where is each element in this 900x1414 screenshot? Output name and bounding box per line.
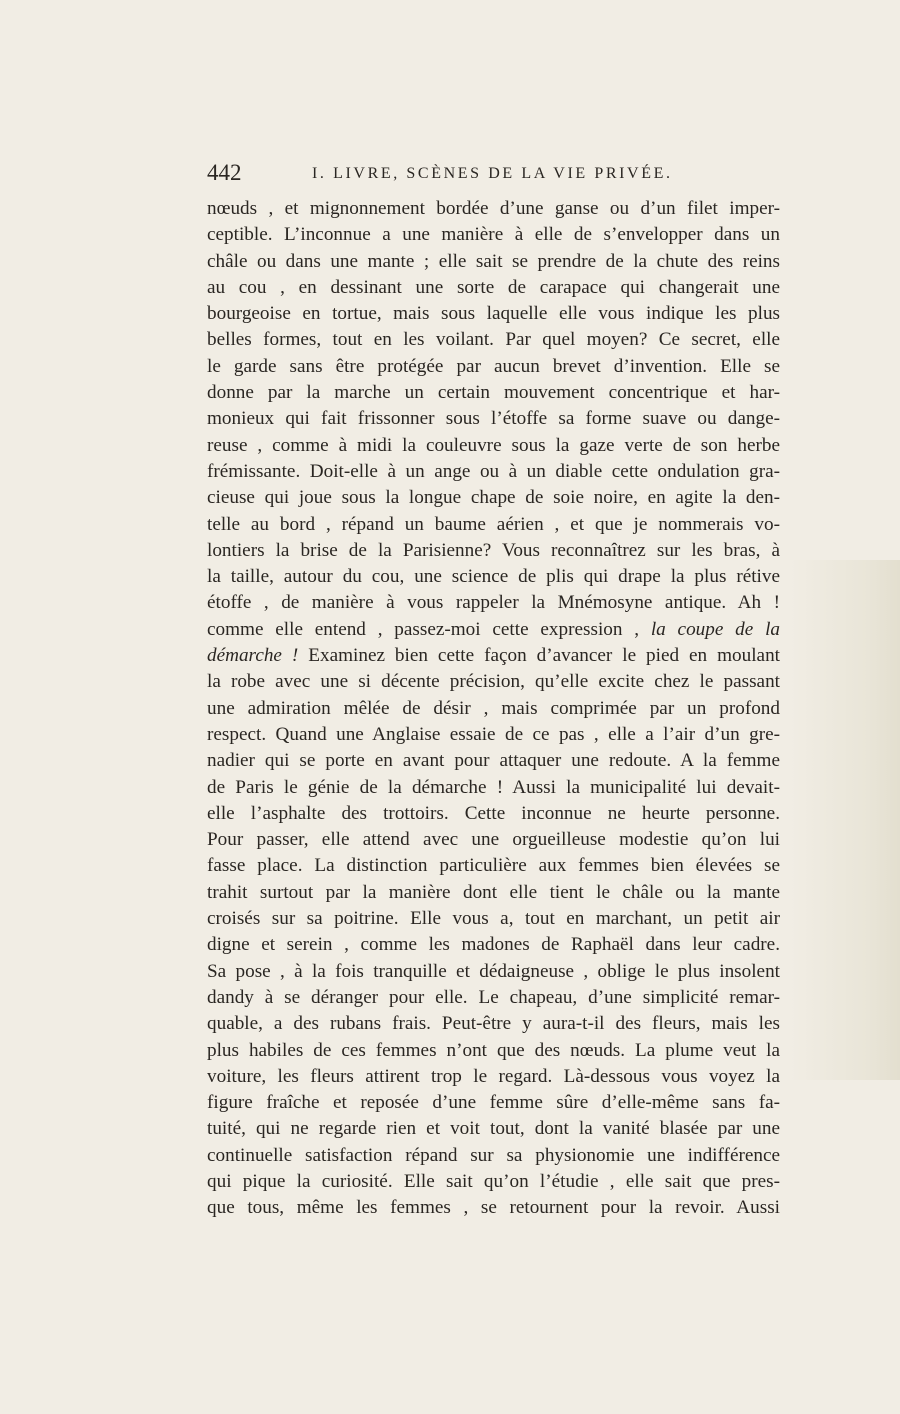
text-line: continuelle satisfaction répand sur sa physionomie une indifférence	[207, 1144, 780, 1166]
text-line: trahit surtout par la manière dont elle tient le châle ou la mante	[207, 881, 780, 903]
text-line: une admiration mêlée de désir , mais comprimée par un profond	[207, 697, 780, 719]
text-line: ceptible. L’inconnue a une manière à elle de s’envelopper dans un	[207, 224, 780, 246]
text-line: tuité, qui ne regarde rien et voit tout, dont la vanité blasée par une	[207, 1118, 780, 1140]
text-line: frémissante. Doit-elle à un ange ou à un diable cette ondulation gra-	[207, 460, 780, 482]
text-line: que tous, même les femmes , se retournent pour la revoir. Aussi	[207, 1197, 780, 1219]
show-through-shading	[790, 560, 900, 1080]
text-line: belles formes, tout en les voilant. Par quel moyen? Ce secret, elle	[207, 329, 780, 351]
page-header	[207, 158, 780, 190]
text-line: de Paris le génie de la démarche ! Aussi la municipalité lui devait-	[207, 776, 780, 798]
text-line: la taille, autour du cou, une science de plis qui drape la plus rétive	[207, 566, 780, 588]
text-line: quable, a des rubans frais. Peut-être y aura-t-il des fleurs, mais les	[207, 1013, 780, 1035]
text-line: monieux qui fait frissonner sous l’étoffe sa forme suave ou dange-	[207, 408, 780, 430]
text-line-with-italic	[207, 643, 780, 669]
text-line: fasse place. La distinction particulière aux femmes bien élevées se	[207, 855, 780, 877]
text-line: croisés sur sa poitrine. Elle vous a, tout en marchant, un petit air	[207, 908, 780, 930]
text-line: la robe avec une si décente précision, qu’elle excite chez le passant	[207, 671, 780, 693]
text-line: elle l’asphalte des trottoirs. Cette inconnue ne heurte personne.	[207, 802, 780, 824]
text-line: dandy à se déranger pour elle. Le chapeau, d’une simplicité remar-	[207, 986, 780, 1008]
text-line: digne et serein , comme les madones de Raphaël dans leur cadre.	[207, 934, 780, 956]
text-line: nadier qui se porte en avant pour attaquer une redoute. A la femme	[207, 750, 780, 772]
text-line: donne par la marche un certain mouvement concentrique et har-	[207, 382, 780, 404]
text-line: reuse , comme à midi la couleuvre sous la gaze verte de son herbe	[207, 434, 780, 456]
text-line: telle au bord , répand un baume aérien , et que je nommerais vo-	[207, 513, 780, 535]
text-line-with-italic	[207, 617, 780, 643]
body-text	[207, 196, 780, 1222]
text-line: voiture, les fleurs attirent trop le regard. Là-dessous vous voyez la	[207, 1065, 780, 1087]
text-line: au cou , en dessinant une sorte de carapace qui changerait une	[207, 276, 780, 298]
text-line: châle ou dans une mante ; elle sait se prendre de la chute des reins	[207, 250, 780, 272]
text-line: cieuse qui joue sous la longue chape de soie noire, en agite la den-	[207, 487, 780, 509]
italic-phrase: démarche !	[207, 645, 299, 667]
text-line: qui pique la curiosité. Elle sait qu’on l’étudie , elle sait que pres-	[207, 1170, 780, 1192]
text-line: figure fraîche et reposée d’une femme sûre d’elle-même sans fa-	[207, 1092, 780, 1114]
running-head: I. LIVRE, SCÈNES DE LA VIE PRIVÉE.	[312, 165, 673, 182]
text-line: lontiers la brise de la Parisienne? Vous reconnaîtrez sur les bras, à	[207, 539, 780, 561]
text-line: Sa pose , à la fois tranquille et dédaigneuse , oblige le plus insolent	[207, 960, 780, 982]
text-line: respect. Quand une Anglaise essaie de ce pas , elle a l’air d’un gre-	[207, 723, 780, 745]
text-line: nœuds , et mignonnement bordée d’une ganse ou d’un filet imper-	[207, 198, 780, 219]
text-line: Pour passer, elle attend avec une orgueilleuse modestie qu’on lui	[207, 829, 780, 851]
text-line: bourgeoise en tortue, mais sous laquelle elle vous indique les plus	[207, 303, 780, 325]
italic-phrase: la coupe de la	[650, 618, 780, 640]
text-segment: Examinez bien cette façon d’avancer le pied en moulant	[308, 645, 780, 667]
text-segment: comme elle entend , passez-moi cette expression ,	[207, 618, 640, 640]
text-line: plus habiles de ces femmes n’ont que des nœuds. La plume veut la	[207, 1039, 780, 1061]
text-line: étoffe , de manière à vous rappeler la Mnémosyne antique. Ah !	[207, 592, 780, 614]
page-number: 442	[207, 160, 242, 185]
text-line: le garde sans être protégée par aucun brevet d’invention. Elle se	[207, 355, 780, 377]
